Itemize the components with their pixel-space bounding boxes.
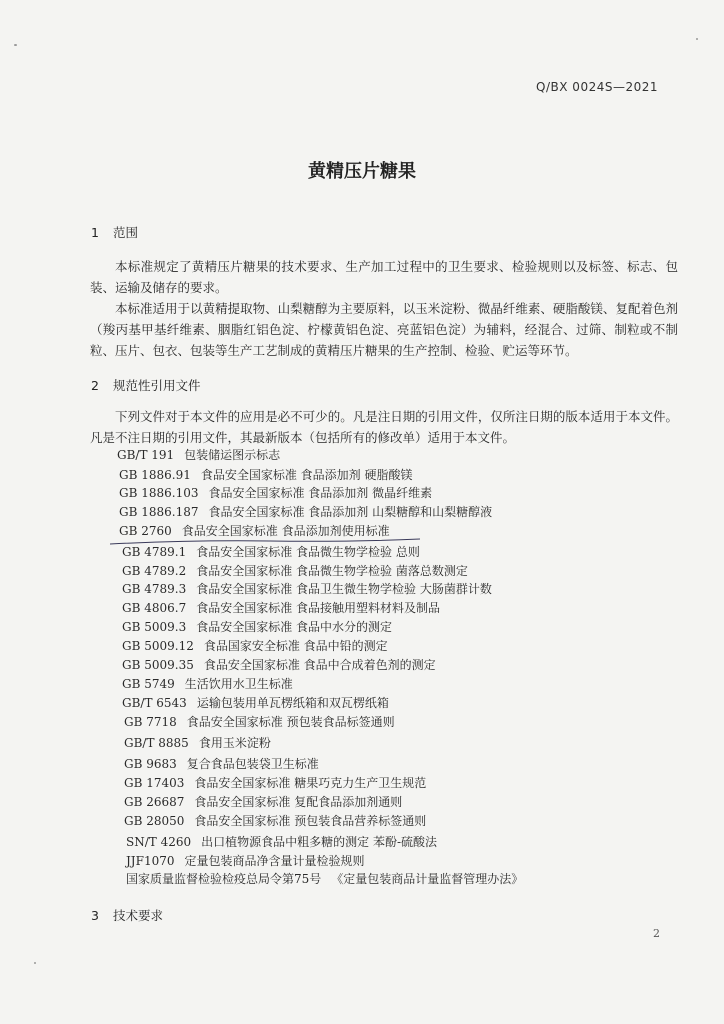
reference-item	[126, 852, 365, 869]
reference-item	[119, 503, 492, 520]
scan-speck	[14, 44, 17, 46]
document-code: Q/BX 0024S—2021	[536, 80, 658, 94]
reference-code: GB 1886.91	[119, 468, 191, 482]
reference-item	[124, 755, 319, 772]
reference-item	[126, 833, 437, 850]
reference-code: GB 28050	[124, 814, 185, 828]
section-1-paragraph-1: 本标准规定了黄精压片糖果的技术要求、生产加工过程中的卫生要求、检验规则以及标签、标志、包装、运输及储存的要求。	[90, 259, 678, 295]
reference-code: GB 2760	[119, 524, 172, 538]
document-title: 黄精压片糖果	[308, 161, 416, 182]
reference-code: GB/T 8885	[124, 736, 189, 750]
reference-code: GB 7718	[124, 715, 177, 729]
section-1-number: 1	[91, 225, 99, 240]
section-2-intro: 下列文件对于本文件的应用是必不可少的。凡是注日期的引用文件，仅所注日期的版本适用于本文件。凡是不注日期的引用文件，其最新版本（包括所有的修改单）适用于本文件。	[90, 409, 678, 445]
reference-code: GB 5009.3	[122, 620, 187, 634]
reference-name: 食品安全国家标准 食品添加剂 硬脂酸镁	[200, 468, 413, 482]
reference-item	[124, 793, 402, 810]
reference-item	[122, 618, 392, 635]
reference-code: 国家质量监督检验检疫总局令第75号	[126, 872, 322, 886]
reference-name: 食品安全国家标准 食品添加剂 微晶纤维素	[208, 486, 433, 500]
section-3-title: 技术要求	[113, 908, 164, 923]
reference-item	[126, 870, 523, 887]
reference-name: 食品安全国家标准 食品中合成着色剂的测定	[203, 658, 436, 672]
reference-item	[119, 466, 412, 483]
reference-code: JJF1070	[126, 854, 175, 868]
reference-code: GB 9683	[124, 757, 177, 771]
reference-name: 食品安全国家标准 糖果巧克力生产卫生规范	[194, 776, 427, 790]
reference-name: 食品安全国家标准 食品微生物学检验 菌落总数测定	[196, 564, 468, 578]
reference-name: 食品安全国家标准 复配食品添加剂通则	[194, 795, 403, 809]
section-3-heading	[91, 906, 163, 924]
section-2-heading	[91, 376, 201, 394]
reference-name: 复合食品包装袋卫生标准	[186, 757, 319, 771]
reference-item	[124, 734, 271, 751]
reference-item	[117, 446, 280, 463]
reference-name: 出口植物源食品中粗多糖的测定 苯酚-硫酸法	[201, 835, 437, 849]
section-2-title: 规范性引用文件	[113, 378, 201, 393]
reference-name: 食用玉米淀粉	[198, 736, 271, 750]
reference-name: 定量包装商品净含量计量检验规则	[184, 854, 365, 868]
reference-item	[122, 656, 436, 673]
reference-code: GB 5749	[122, 677, 175, 691]
reference-item	[119, 522, 390, 539]
reference-item	[124, 713, 395, 730]
reference-code: GB 5009.12	[122, 639, 194, 653]
reference-name: 食品国家安全标准 食品中铅的测定	[203, 639, 388, 653]
reference-code: GB 17403	[124, 776, 185, 790]
reference-name: 食品安全国家标准 食品接触用塑料材料及制品	[196, 601, 441, 615]
reference-code: GB 4806.7	[122, 601, 187, 615]
section-2-number: 2	[91, 378, 99, 393]
reference-item	[124, 812, 426, 829]
section-1-title: 范围	[113, 225, 139, 240]
page-number: 2	[653, 927, 660, 940]
reference-name: 食品安全国家标准 食品微生物学检验 总则	[196, 545, 420, 559]
reference-code: GB 1886.187	[119, 505, 199, 519]
reference-code: GB 26687	[124, 795, 185, 809]
reference-code: GB 4789.2	[122, 564, 187, 578]
reference-code: GB 4789.1	[122, 545, 187, 559]
reference-name: 包装储运图示标志	[184, 448, 281, 462]
scan-speck	[696, 38, 698, 40]
reference-name: 食品安全国家标准 预包装食品营养标签通则	[194, 814, 427, 828]
reference-name: 食品安全国家标准 食品卫生微生物学检验 大肠菌群计数	[196, 582, 492, 596]
reference-name: 食品安全国家标准 食品添加剂 山梨糖醇和山梨糖醇液	[208, 505, 493, 519]
reference-name: 食品安全国家标准 预包装食品标签通则	[186, 715, 395, 729]
reference-code: GB 5009.35	[122, 658, 194, 672]
reference-item	[122, 599, 440, 616]
section-3-number: 3	[91, 908, 99, 923]
reference-name: 食品安全国家标准 食品添加剂使用标准	[181, 524, 390, 538]
reference-name: 《定量包装商品计量监督管理办法》	[331, 872, 524, 886]
reference-name: 运输包装用单瓦楞纸箱和双瓦楞纸箱	[196, 696, 389, 710]
reference-name: 食品安全国家标准 食品中水分的测定	[196, 620, 393, 634]
reference-code: GB/T 6543	[122, 696, 187, 710]
reference-item	[122, 637, 388, 654]
reference-code: SN/T 4260	[126, 835, 192, 849]
reference-item	[122, 675, 293, 692]
reference-name: 生活饮用水卫生标准	[184, 677, 293, 691]
section-1-heading	[91, 223, 138, 241]
reference-item	[122, 694, 389, 711]
section-1-paragraph-2: 本标准适用于以黄精提取物、山梨糖醇为主要原料，以玉米淀粉、微晶纤维素、硬脂酸镁、复配着色剂（羧丙基甲基纤维素、胭脂红铝色淀、柠檬黄铝色淀、亮蓝铝色淀）为辅料，经混合、过筛、制粒或不制粒、压片、包衣、包装等生产工艺制成的黄精压片糖果的生产控制、检验、贮运等环节。	[90, 301, 678, 358]
reference-item	[122, 562, 468, 579]
reference-code: GB 4789.3	[122, 582, 187, 596]
pen-underline	[110, 538, 420, 546]
reference-code: GB 1886.103	[119, 486, 199, 500]
reference-item	[122, 580, 492, 597]
reference-code: GB/T 191	[117, 448, 175, 462]
scan-speck	[34, 962, 36, 964]
reference-item	[124, 774, 426, 791]
reference-item	[119, 484, 432, 501]
